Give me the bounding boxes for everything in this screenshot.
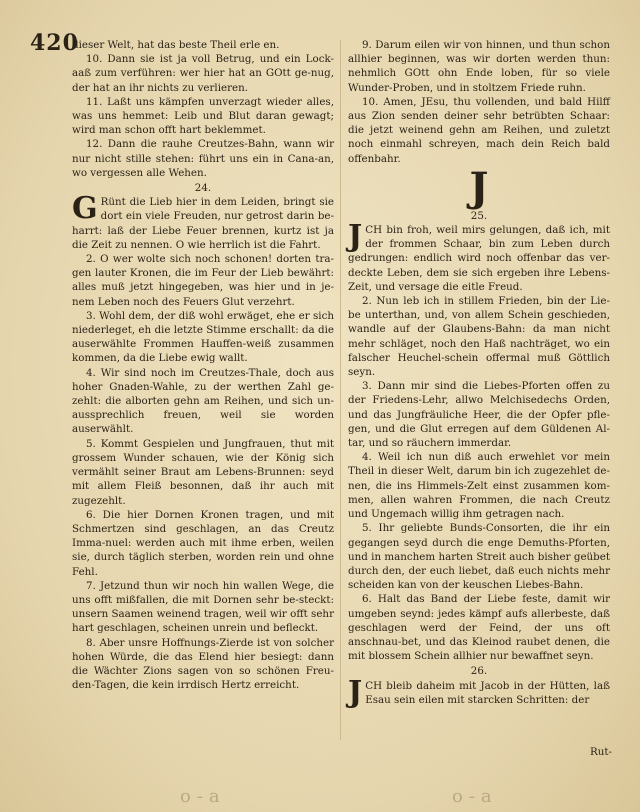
ornament-letter: J xyxy=(469,163,489,211)
verse-text: CH bleib daheim mit Jacob in der Hütten, laß Esau sein eilen mit starcken Schritten: der xyxy=(365,679,610,706)
hymn-number: 25. xyxy=(470,209,488,222)
verse: 7. Jetzund thun wir noch hin wallen Wege, die uns offt mißfallen, die mit Dornen sehr be-steckt: unsern Saamen weinend tragen, weil wir offt sehr hart geschlagen, scheinen unrein und befleckt. xyxy=(72,579,334,635)
verse xyxy=(348,219,610,294)
verse: 6. Die hier Dornen Kronen tragen, und mit Schmertzen sind geschlagen, an das Creutz Imma-nuel: werden auch mit ihme erben, weilen sie, durch täglich sterben, worden rein und ohne Fehl. xyxy=(72,508,334,578)
drop-cap: J xyxy=(348,219,363,255)
verse-text: Rünt die Lieb hier in dem Leiden, bringt sie dort ein viele Freuden, nur getrost darin be-harrt: laß der Liebe Feuer brennen, kurtz ist ja die Zeit zu nennen. O wie herrlich ist die Fahrt. xyxy=(72,196,334,251)
verse: 10. Dann sie ist ja voll Betrug, und ein Lock-aaß zum verführen: wer hier hat an GOtt ge-nug, der hat an ihr nichts zu verlieren. xyxy=(72,53,334,94)
verse: 4. Weil ich nun diß auch erwehlet vor mein Theil in dieser Welt, darum bin ich zugezehlet de-nen, die ins Himmels-Zelt einst zusammen kom-men, allen wahren Frommen, die nach Creutz und Ungemach willig ihm getragen nach. xyxy=(348,451,610,521)
verse-text: CH bin froh, weil mirs gelungen, daß ich, mit der frommen Schaar, bin zum Leben durch gedrungen: endlich wird noch offenbar das ver-deckte Leben, dem sie sich ergeben ihre Lebens-Zeit, und versage die eitle Freud. xyxy=(348,224,610,293)
drop-cap: G xyxy=(72,191,98,227)
verse: 9. Darum eilen wir von hinnen, und thun schon allhier beginnen, was wir dorten werden thun: nehmlich GOtt ohn Ende loben, für so viele Wunder-Proben, und in stoltzem Friede ruhn. xyxy=(348,39,610,94)
verse xyxy=(72,191,334,252)
verse: 5. Ihr geliebte Bunds-Consorten, die ihr ein gegangen seyd durch die enge Demuths-Pforten, und in manchem harten Streit auch bisher geübet durch den, der euch liebet, daß euch nichts mehr scheiden kan von der keuschen Liebes-Bahn. xyxy=(348,522,610,592)
page-number: 420 xyxy=(30,30,79,56)
hymn-number: 24. xyxy=(194,182,212,195)
verse: 4. Wir sind noch im Creutzes-Thale, doch aus hoher Gnaden-Wahle, zu der werthen Zahl ge-zehlt: die alborten gehn am Reihen, und sich un-aussprechlich freuen, weil sie worden auserwählt. xyxy=(72,366,334,436)
verse xyxy=(348,674,610,710)
hymn-number: 26. xyxy=(470,665,488,678)
right-column xyxy=(348,38,610,710)
verse: 3. Wohl dem, der diß wohl erwäget, ehe er sich niederleget, eh die letzte Stimme erschallt: da die auserwählte Frommen Hauffen-weiß zusammen kommen, da die Liebe ewig wallt. xyxy=(72,309,334,365)
paragraph: dieser Welt, hat das beste Theil erle en. xyxy=(72,39,280,51)
verse: 2. Nun leb ich in stillem Frieden, bin der Lie-be unterthan, und, von allem Schein geschieden, wandle auf der Glaubens-Bahn: da man nicht mehr schläget, noch den Haß nachträget, wo ein falscher Heuchel-schein offermal muß Göttlich seyn. xyxy=(348,295,610,379)
verse: 3. Dann mir sind die Liebes-Pforten offen zu der Friedens-Lehr, allwo Melchisedechs Orden, und das Jungfräuliche Heer, die der Opfer pfle-gen, und die Glut erregen auf dem Güldenen Al-tar, und so räuchern immerdar. xyxy=(348,380,610,450)
stamp-mark: o-a xyxy=(452,786,498,807)
verse: 12. Dann die rauhe Creutzes-Bahn, wann wir nur nicht stille stehen: führt uns ein in Cana-an, wo vergessen alle Wehen. xyxy=(72,138,334,179)
verse: 10. Amen, JEsu, thu vollenden, und bald Hilff aus Zion senden deiner sehr betrübten Schaar: die jetzt weinend gehn am Reihen, und zuletzt noch einmahl schreyen, mach dein Reich bald offenbahr. xyxy=(348,95,610,165)
verse: 6. Halt das Band der Liebe feste, damit wir umgeben seynd: jedes kämpf aufs allerbeste, daß geschlagen werd der Feind, der uns oft anschnau-bet, und das Kleinod raubet denen, die mit blossem Schein allhier nur bewaffnet seyn. xyxy=(348,593,610,663)
stamp-mark: o-a xyxy=(180,786,226,807)
verse: 2. O wer wolte sich noch schonen! dorten tra-gen lauter Kronen, die im Feur der Lieb bewährt: alles muß jetzt hingegeben, was hier und in je-nem Leben noch des Feuers Glut verzehrt. xyxy=(72,253,334,308)
verse: 11. Laßt uns kämpfen unverzagt wieder alles, was uns hemmet: Leib und Blut daran gewagt; wird man schon offt hart beklemmet. xyxy=(72,95,334,137)
verse: 5. Kommt Gespielen und Jungfrauen, thut mit grossem Wunder schauen, wie der König sich vermählt seiner Braut am Lebens-Brunnen: seyd mit allem Fleiß besonnen, daß ihr auch mit zugezehlt. xyxy=(72,437,334,507)
column-divider xyxy=(340,40,341,740)
verse: 8. Aber unsre Hoffnungs-Zierde ist von solcher hohen Würde, die das Elend hier besiegt: dann die Wächter Zions sagen von so schönen Freu-den-Tagen, die kein irrdisch Hertz erreicht. xyxy=(72,636,334,692)
drop-cap: J xyxy=(348,674,363,710)
catchword: Rut- xyxy=(589,746,612,758)
left-column xyxy=(72,38,334,692)
